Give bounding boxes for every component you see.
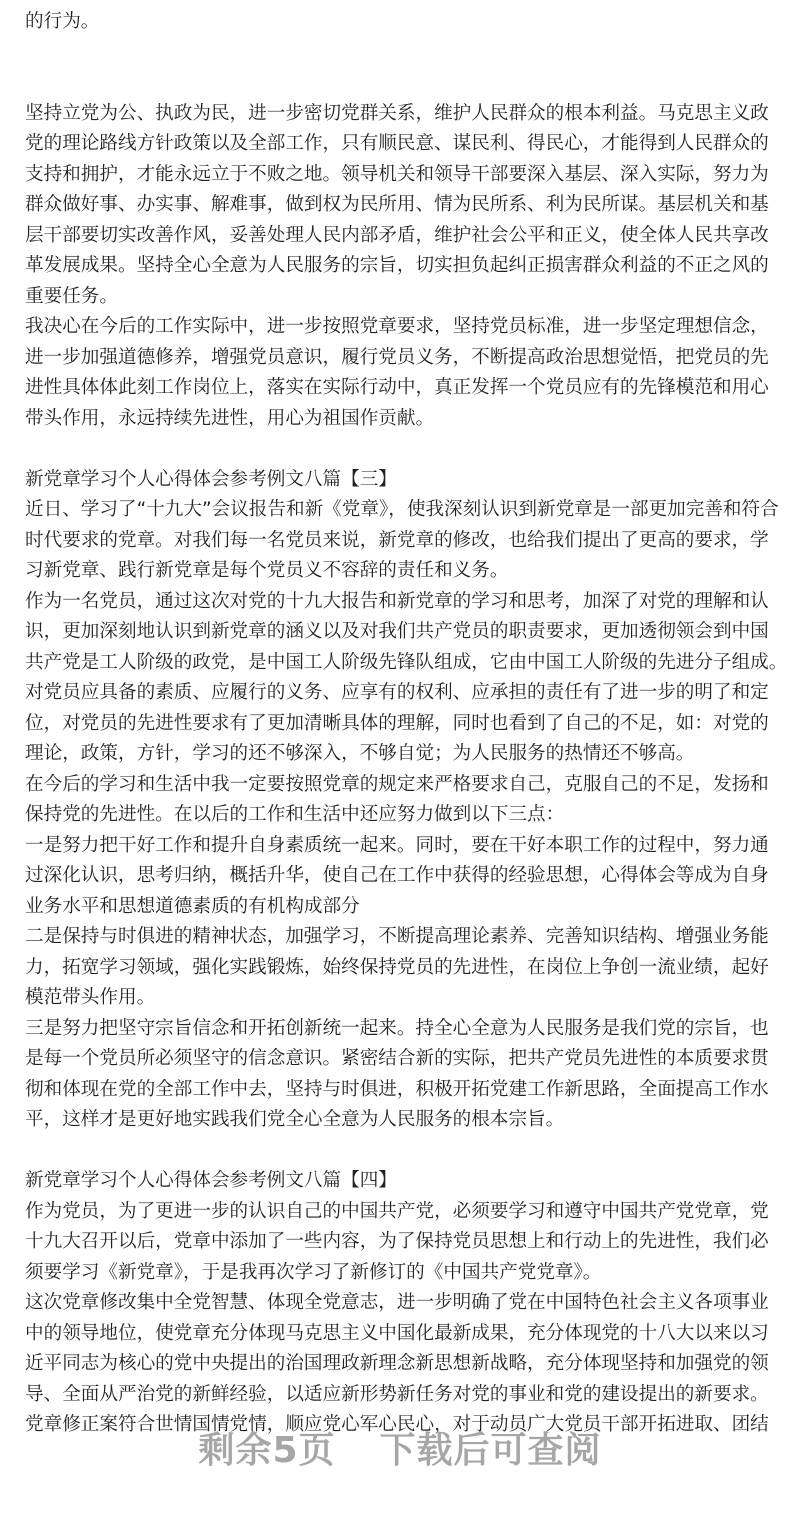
section-4-body — [25, 1197, 795, 1441]
text-line: 识，更加深刻地认识到新党章的涵义以及对我们共产党员的职责要求，更加透彻领会到中国 — [25, 621, 769, 642]
text-line: 群众做好事、办实事、解难事，做到权为民所用、情为民所系、利为民所谋。基层机关和基 — [25, 194, 769, 215]
section-3-body — [25, 495, 795, 1136]
text-line: 习新党章、践行新党章是每个党员义不容辞的责任和义务。 — [25, 560, 509, 581]
text-line: 须要学习《新党章》，于是我再次学习了新修订的《中国共产党党章》。 — [25, 1261, 602, 1283]
text-line: 近平同志为核心的党中央提出的治国理政新理念新思想新战略，充分体现坚持和加强党的领 — [25, 1353, 769, 1374]
text-line: 时代要求的党章。对我们每一名党员来说，新党章的修改，也给我们提出了更高的要求，学 — [25, 529, 769, 551]
text-line: 位，对党员的先进性要求有了更加清晰具体的理解，同时也看到了自己的不足，如：对党的 — [25, 712, 769, 734]
text-line: 过深化认识，思考归纳，概括升华，使自己在工作中获得的经验思想，心得体会等成为自身 — [25, 865, 769, 886]
text-line: 对党员应具备的素质、应履行的义务、应享有的权利、应承担的责任有了进一步的明了和定 — [25, 682, 769, 703]
text-line: 带头作用，永远持续先进性，用心为祖国作贡献。 — [25, 407, 435, 429]
text-line: 是每一个党员所必须坚守的信念意识。紧密结合新的实际，把共产党员先进性的本质要求贯 — [25, 1048, 769, 1069]
text-line: 进性具体体此刻工作岗位上，落实在实际行动中，真正发挥一个党员应有的先锋模范和用心 — [25, 377, 769, 398]
text-line: 中的领导地位，使党章充分体现马克思主义中国化最新成果，充分体现党的十八大以来以习 — [25, 1322, 769, 1344]
section-heading: 新党章学习个人心得体会参考例文八篇【四】 — [25, 1170, 397, 1191]
section-heading: 新党章学习个人心得体会参考例文八篇【三】 — [25, 468, 397, 490]
paragraph-block — [25, 99, 795, 435]
text-line: 党的理论路线方针政策以及全部工作，只有顺民意、谋民利、得民心，才能得到人民群众的 — [25, 133, 769, 154]
text-line: 模范带头作用。 — [25, 987, 156, 1008]
text-line: 导、全面从严治党的新鲜经验，以适应新形势新任务对党的事业和党的建设提出的新要求。 — [25, 1383, 769, 1405]
text-line: 重要任务。 — [25, 285, 118, 307]
text-line: 理论，政策，方针，学习的还不够深入，不够自觉；为人民服务的热情还不够高。 — [25, 743, 695, 764]
text-line: 党章修正案符合世情国情党情，顺应党心军心民心，对于动员广大党员干部开拓进取、团结 — [25, 1414, 769, 1435]
text-line: 彻和体现在党的全部工作中去，坚持与时俱进，积极开拓党建工作新思路，全面提高工作水 — [25, 1078, 769, 1100]
text-line: 的行为。 — [25, 11, 100, 32]
text-line: 作为一名党员，通过这次对党的十九大报告和新党章的学习和思考，加深了对党的理解和认 — [25, 590, 769, 612]
text-line: 革发展成果。坚持全心全意为人民服务的宗旨，切实担负起纠正损害群众利益的不正之风的 — [25, 255, 769, 276]
text-line: 支持和拥护，才能永远立于不败之地。领导机关和领导干部要深入基层、深入实际，努力为 — [25, 163, 769, 185]
document-body — [25, 7, 795, 1441]
intro-tail — [25, 7, 795, 38]
text-line: 共产党是工人阶级的政党，是中国工人阶级先锋队组成，它由中国工人阶级的先进分子组成。 — [25, 651, 788, 673]
text-line: 三是努力把坚守宗旨信念和开拓创新统一起来。持全心全意为人民服务是我们党的宗旨，也 — [25, 1017, 769, 1039]
text-line: 一是努力把干好工作和提升自身素质统一起来。同时，要在干好本职工作的过程中，努力通 — [25, 834, 769, 856]
text-line: 保持党的先进性。在以后的工作和生活中还应努力做到以下三点： — [25, 804, 565, 825]
text-line: 十九大召开以后，党章中添加了一些内容，为了保持党员思想上和行动上的先进性，我们必 — [25, 1231, 769, 1252]
text-line: 进一步加强道德修养，增强党员意识，履行党员义务，不断提高政治思想觉悟，把党员的先 — [25, 346, 769, 368]
download-prompt[interactable] — [0, 1422, 800, 1473]
text-line: 力，拓宽学习领域，强化实践锻炼，始终保持党员的先进性，在岗位上争创一流业绩，起好 — [25, 956, 769, 978]
text-line: 平，这样才是更好地实践我们党全心全意为人民服务的根本宗旨。 — [25, 1109, 565, 1130]
download-to-view-label[interactable]: 下载后可查阅 — [379, 1430, 602, 1471]
text-line: 业务水平和思想道德素质的有机构成部分 — [25, 895, 360, 917]
text-line: 二是保持与时俱进的精神状态，加强学习，不断提高理论素养、完善知识结构、增强业务能 — [25, 926, 769, 947]
remaining-pages-label: 剩余5页 — [198, 1430, 336, 1471]
text-line: 这次党章修改集中全党智慧、体现全党意志，进一步明确了党在中国特色社会主义各项事业 — [25, 1292, 769, 1313]
text-line: 层干部要切实改善作风，妥善处理人民内部矛盾，维护社会公平和正义，使全体人民共享改 — [25, 224, 769, 246]
text-line: 在今后的学习和生活中我一定要按照党章的规定来严格要求自己，克服自己的不足，发扬和 — [25, 773, 769, 795]
text-line: 作为党员，为了更进一步的认识自己的中国共产党，必须要学习和遵守中国共产党党章，党 — [25, 1200, 769, 1222]
text-line: 我决心在今后的工作实际中，进一步按照党章要求，坚持党员标准，进一步坚定理想信念， — [25, 316, 769, 337]
text-line: 近日、学习了“十九大”会议报告和新《党章》，使我深刻认识到新党章是一部更加完善和符合 — [25, 499, 779, 520]
text-line: 坚持立党为公、执政为民，进一步密切党群关系，维护人民群众的根本利益。马克思主义政 — [25, 102, 769, 124]
